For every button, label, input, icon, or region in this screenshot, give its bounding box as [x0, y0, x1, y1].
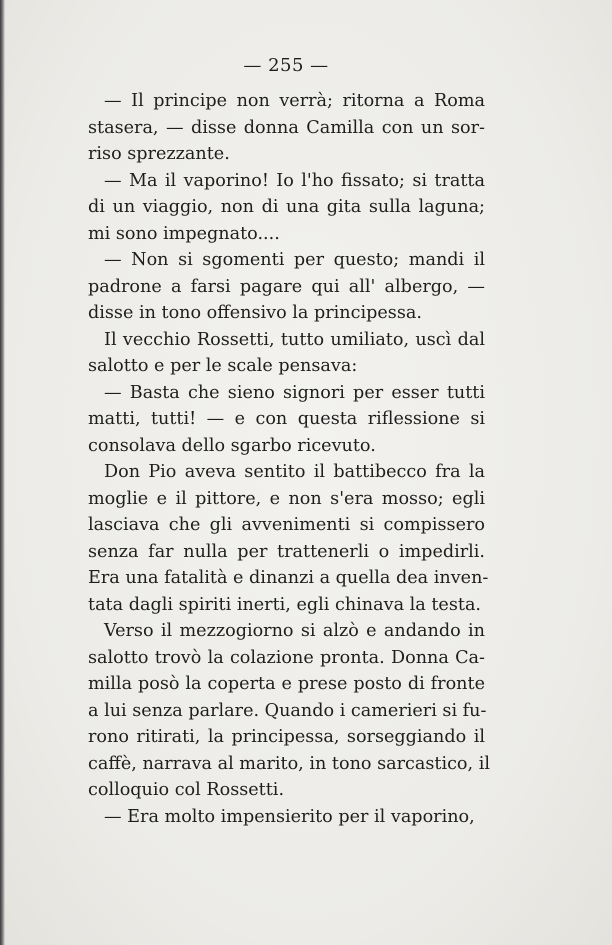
text-line: stasera, — disse donna Camilla con un sor- [88, 117, 485, 138]
text-line: colloquio col Rossetti. [88, 780, 285, 800]
text-line: disse in tono offensivo la principessa. [88, 303, 422, 323]
text-line: — Era molto impensierito per il vaporino, [104, 806, 475, 827]
text-line: caffè, narrava al marito, in tono sarcastico, il [88, 753, 490, 774]
page-spine-edge [0, 0, 5, 945]
text-line: padrone a farsi pagare qui all' albergo, — [88, 276, 485, 297]
text-line: mi sono impegnato.... [88, 223, 280, 244]
text-line: — Non si sgomenti per questo; mandi il [104, 250, 485, 270]
text-line: rono ritirati, la principessa, sorseggiando il [88, 727, 485, 747]
text-line: Verso il mezzogiorno si alzò e andando in [104, 621, 485, 641]
text-line: — Basta che sieno signori per esser tutti [104, 382, 485, 403]
text-line: di un viaggio, non di una gita sulla laguna; [88, 197, 485, 217]
text-line: salotto trovò la colazione pronta. Donna Ca- [88, 647, 485, 668]
text-line: Don Pio aveva sentito il battibecco fra la [104, 462, 485, 482]
text-line: consolava dello sgarbo ricevuto. [88, 435, 376, 456]
text-line: a lui senza parlare. Quando i camerieri si fu- [88, 700, 487, 721]
page-body-text [88, 88, 490, 830]
text-line: Era una fatalità e dinanzi a quella dea inven- [88, 568, 489, 588]
text-line: milla posò la coperta e prese posto di fronte [88, 674, 485, 694]
page-number: — 255 — [243, 55, 329, 76]
text-line: — Il principe non verrà; ritorna a Roma [104, 91, 485, 111]
text-line: lasciava che gli avvenimenti si compissero [88, 515, 485, 535]
text-line: riso sprezzante. [88, 144, 230, 164]
text-line: matti, tutti! — e con questa riflessione si [88, 409, 485, 429]
text-line: Il vecchio Rossetti, tutto umiliato, uscì dal [104, 329, 485, 350]
text-line: — Ma il vaporino! Io l'ho fissato; si tratta [104, 170, 485, 191]
text-line: senza far nulla per trattenerli o impedirli. [88, 541, 485, 562]
text-line: moglie e il pittore, e non s'era mosso; egli [88, 488, 485, 509]
text-line: salotto e per le scale pensava: [88, 356, 358, 376]
text-line: tata dagli spiriti inerti, egli chinava la testa. [88, 594, 482, 615]
